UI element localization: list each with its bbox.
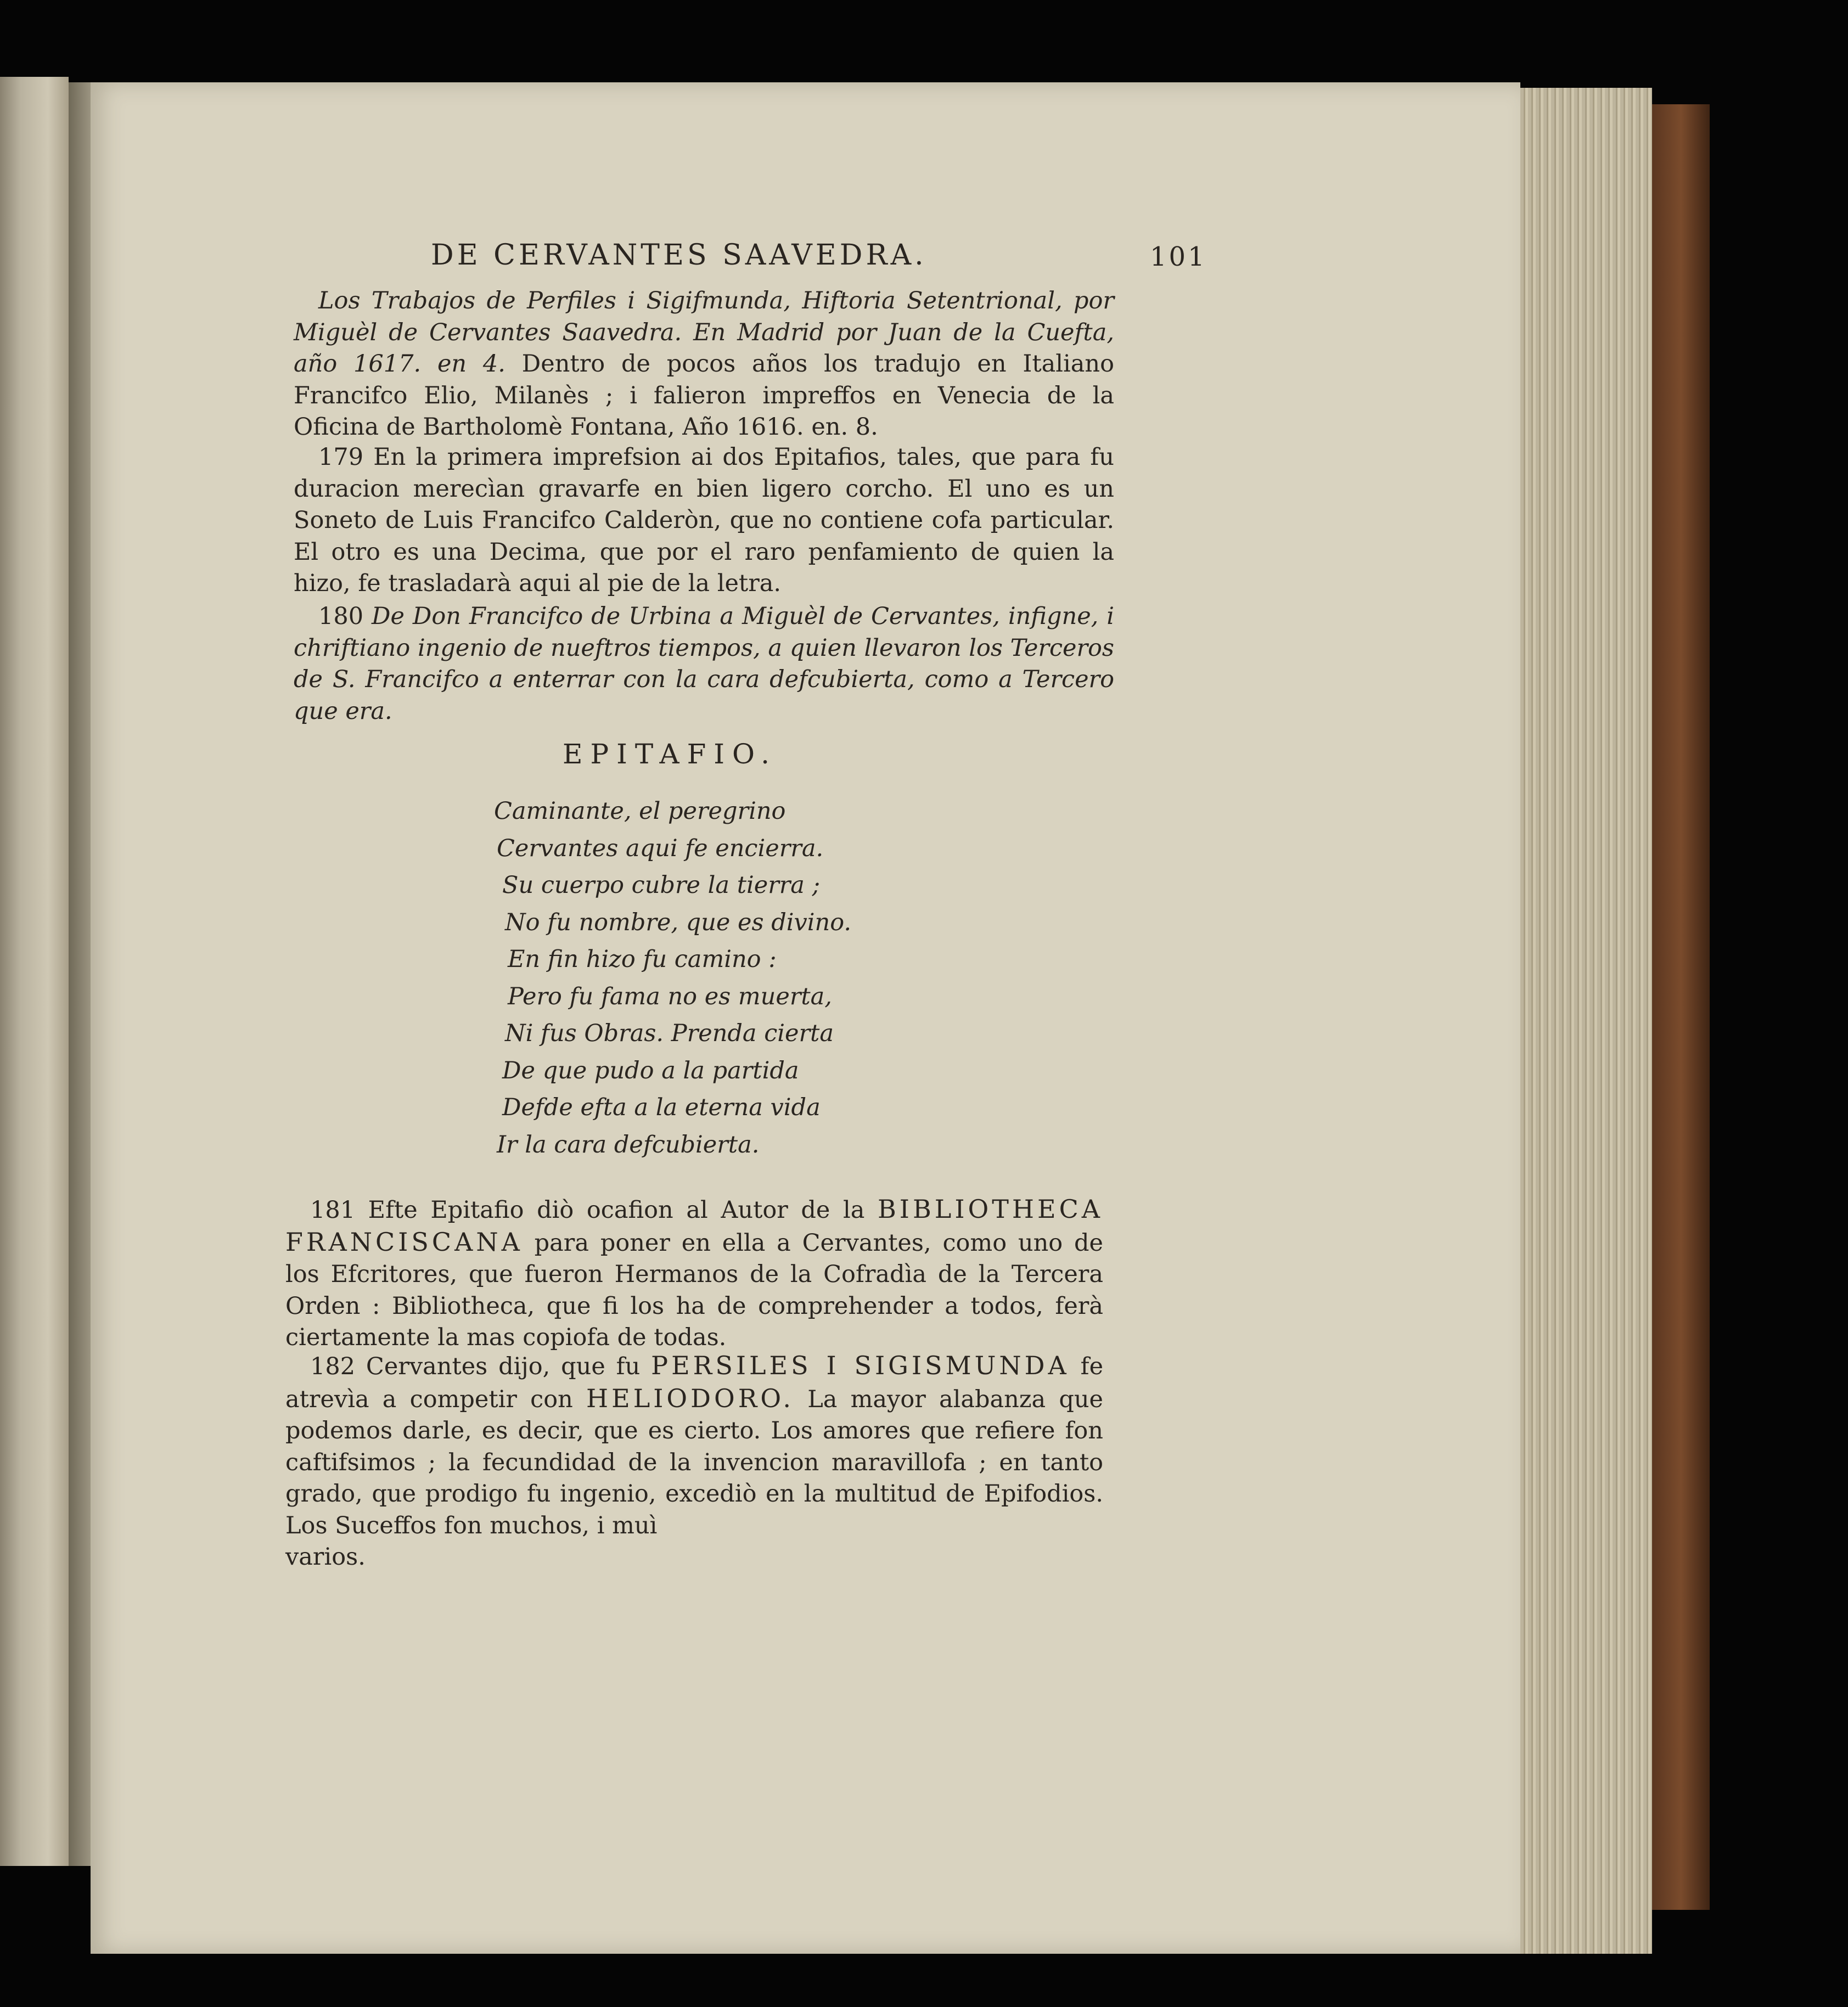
paragraph-182 bbox=[285, 1350, 1103, 1573]
paragraph-180 bbox=[294, 601, 1114, 727]
small-caps-title: BIBLIOTHECA FRANCISCANA bbox=[285, 1194, 1103, 1257]
paragraph-text: 181 Efte Epitafio diò ocafion al Autor de la bbox=[310, 1196, 865, 1224]
paragraph-text: Dentro de pocos años los tradujo en Italiano Francifco Elio, Milanès ; i falieron impreffos en Venecia de la Oficina de Bartholomè Fontana, Año 1616. en. 8. bbox=[294, 350, 1114, 441]
book-cover bbox=[1652, 104, 1710, 1910]
verse-line: En fin hizo fu camino : bbox=[508, 946, 777, 973]
small-caps-title: HELIODORO. bbox=[586, 1383, 795, 1413]
small-caps-title: PERSILES I SIGISMUNDA bbox=[651, 1351, 1070, 1380]
catchword: varios. bbox=[285, 1543, 366, 1571]
paragraph-italic: De Don Francifco de Urbina a Miguèl de Cervantes, infigne, i chriftiano ingenio de nueftros tiempos, a quien llevaron los Terceros de S. Francifco a enterrar con la cara defcubierta, como a Tercero que era. bbox=[294, 603, 1114, 725]
gutter bbox=[69, 82, 91, 1866]
verse-line: Defde efta a la eterna vida bbox=[502, 1094, 821, 1121]
epitaph-heading: EPITAFIO. bbox=[563, 738, 778, 770]
verse-line: Ni fus Obras. Prenda cierta bbox=[505, 1020, 834, 1047]
verse-line: No fu nombre, que es divino. bbox=[505, 908, 852, 936]
paragraph-179 bbox=[294, 442, 1114, 600]
paragraph-persiles bbox=[294, 285, 1114, 443]
verse-line: Ir la cara defcubierta. bbox=[497, 1131, 760, 1159]
paragraph-181 bbox=[285, 1194, 1103, 1354]
verse-line: Caminante, el peregrino bbox=[494, 797, 786, 825]
paragraph-number: 180 bbox=[318, 603, 364, 630]
paragraph-text: fe atrevìa a competir con bbox=[285, 1353, 1104, 1413]
verse-line: Cervantes aqui fe encierra. bbox=[497, 834, 824, 862]
verse-line: Pero fu fama no es muerta, bbox=[508, 982, 832, 1010]
page-number: 101 bbox=[1150, 241, 1207, 272]
page-edges bbox=[1520, 88, 1652, 1954]
paragraph-text: La mayor alabanza que podemos darle, es decir, que es cierto. Los amores que refiere fon caftifsimos ; la fecundidad de la invencion maravillofa ; en tanto grado, que prodigo fu ingenio, excediò en la multitud de Epifodios. Los Suceffos fon muchos, i muì bbox=[285, 1385, 1103, 1539]
verse-line: De que pudo a la partida bbox=[502, 1056, 799, 1084]
paragraph-text: 179 En la primera imprefsion ai dos Epitafios, tales, que para fu duracion merecìan gravarfe en bien ligero corcho. El uno es un Soneto de Luis Francifco Calderòn, que no contiene cofa particular. El otro es una Decima, que por el raro penfamiento de quien la hizo, fe trasladarà aqui al pie de la letra. bbox=[294, 443, 1114, 597]
book-title-italic: Los Trabajos de Perfiles i Sigifmunda, Hiftoria Setentrional, por Miguèl de Cervantes Saavedra. En Madrid por Juan de la Cuefta, año 1617. en 4. bbox=[294, 287, 1114, 378]
paragraph-text: 182 Cervantes dijo, que fu bbox=[310, 1353, 641, 1380]
facing-page-edge bbox=[0, 77, 69, 1866]
epitaph-verse bbox=[494, 793, 851, 1163]
verse-line: Su cuerpo cubre la tierra ; bbox=[502, 872, 821, 899]
paragraph-text: para poner en ella a Cervantes, como uno de los Efcritores, que fueron Hermanos de la Cofradìa de la Tercera Orden : Bibliotheca, que fi los ha de comprehender a todos, ferà ciertamente la mas copiofa de todas. bbox=[285, 1229, 1103, 1351]
running-head: DE CERVANTES SAAVEDRA. bbox=[431, 239, 927, 272]
